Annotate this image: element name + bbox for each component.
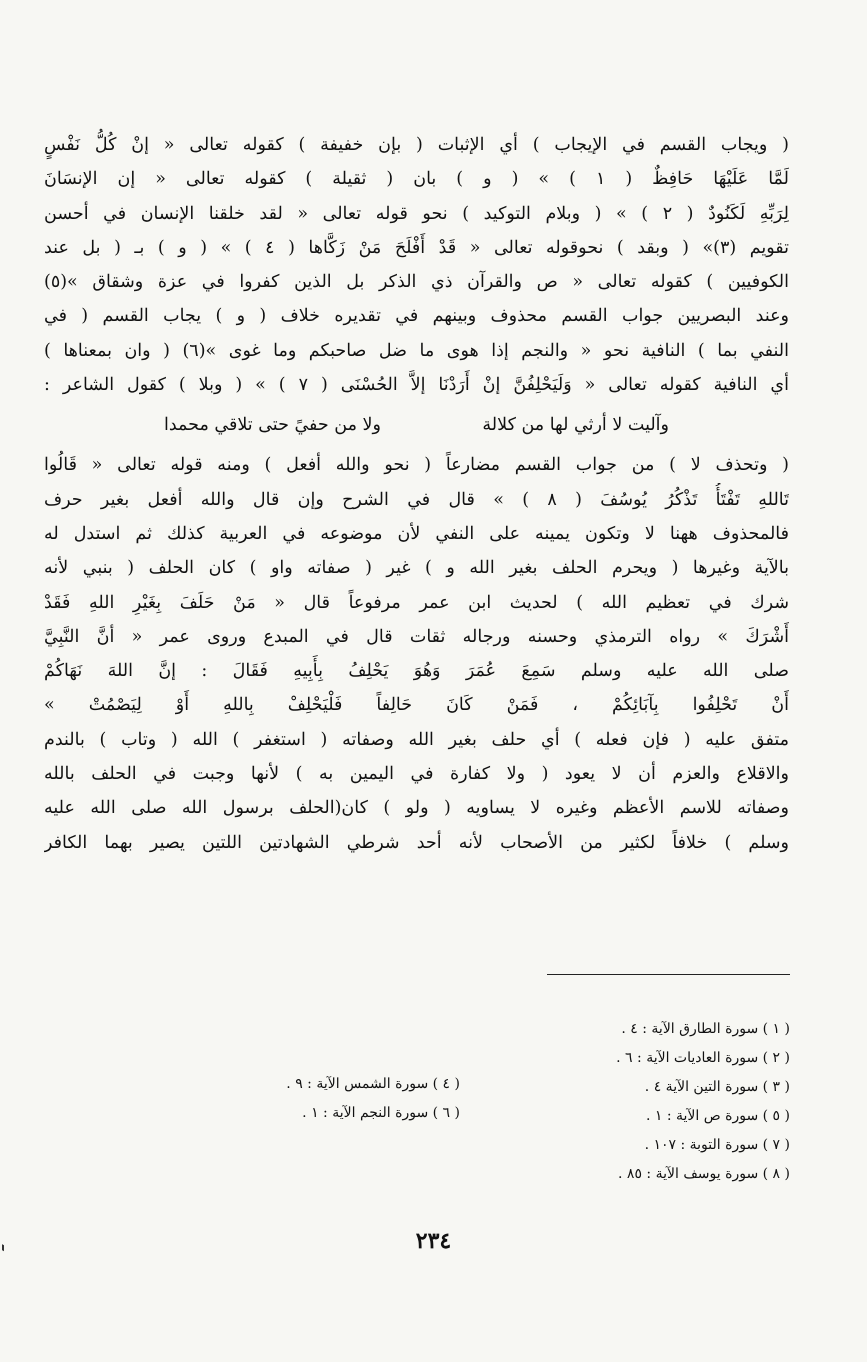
text-line: لِرَبِّهِ لَكَنُودٌ ( ٢ ) » ( وبلام التوكيد ) نحو قوله تعالى « لقد خلقنا الإنسان في أحسن [44,203,789,224]
text-line: أي النافية كقوله تعالى « وَلَيَحْلِفُنَّ إنْ أَرَدْنَا إلاَّ الحُسْنَى ( ٧ ) » ( وبلا ) كقول الشاعر : [44,375,789,396]
footnote: ( ٨ ) سورة يوسف الآية : ٨٥ . [618,1166,790,1182]
footnotes-column-left [190,1070,460,1128]
page-number: ٢٣٤ [415,1228,452,1254]
footnote-separator [547,974,790,975]
text-line: ( ويجاب القسم في الإيجاب ) أي الإثبات ( بإن خفيفة ) كقوله تعالى « إنْ كُلُّ نَفْسٍ [44,135,789,155]
footnote: ( ١ ) سورة الطارق الآية : ٤ . [621,1021,790,1037]
text-line: وعند البصريين جواب القسم محذوف وبينهم في تقديره خلاف ( و ) يجاب القسم ( في [44,306,789,327]
footnote: ( ٢ ) سورة العاديات الآية : ٦ . [616,1050,790,1066]
text-line: الكوفيين ) كقوله تعالى « ص والقرآن ذي الذكر بل الذين كفروا في عزة وشقاق »(٥) [44,272,789,293]
text-line: النفي بما ) النافية نحو « والنجم إذا هوى ما ضل صاحبكم وما غوى »(٦) ( وان بمعناها ) [44,340,789,361]
text-line: ( وتحذف لا ) من جواب القسم مضارعاً ( نحو والله أفعل ) ومنه قوله تعالى « قَالُوا [44,455,789,476]
footnote: ( ٧ ) سورة التوبة : ١٠٧ . [644,1137,790,1153]
text-line: متفق عليه ( فإن فعله ) أي حلف بغير الله وصفاته ( استغفر ) الله ( وتاب ) بالندم [44,729,789,750]
footnote: ( ٥ ) سورة ص الآية : ١ . [645,1108,790,1124]
text-line: فالمحذوف ههنا لا وتكون يمينه على النفي لأن موضوعه في العربية كذلك ثم استدل له [44,523,789,544]
text-line: وصفاته للاسم الأعظم وغيره لا يساويه ( ولو ) كان(الحلف برسول الله صلى الله عليه [44,798,789,819]
text-line: أَنْ تَحْلِفُوا بِآبَائِكُمْ ، فَمَنْ كَانَ حَالِفاً فَلْيَحْلِفْ بِاللهِ أَوْ لِيَصْمُتْ » [44,695,789,716]
text-line: وسلم ) خلافاً لكثير من الأصحاب لأنه أحد شرطي الشهادتين اللتين يصير بهما الكافر [44,832,789,853]
text-line: والاقلاع والعزم أن لا يعود ( ولا كفارة في اليمين به ) لأنها وجبت في الحلف بالله [44,764,789,785]
text-line: شرك في تعظيم الله ) لحديث ابن عمر مرفوعاً قال « مَنْ حَلَفَ بِغَيْرِ اللهِ فَقَدْ [44,592,789,613]
footnote: ( ٤ ) سورة الشمس الآية : ٩ . [286,1076,460,1092]
text-line: بالآية وغيرها ( ويحرم الحلف بغير الله و ) غير ( صفاته واو ) كان الحلف ( بنبي لأنه [44,558,789,579]
footnote: ( ٦ ) سورة النجم الآية : ١ . [302,1105,460,1121]
text-line: تقويم (٣)» ( وبقد ) نحوقوله تعالى « قَدْ أَفْلَحَ مَنْ زَكَّاها ( ٤ ) » ( و ) بـ ( بل عند [44,237,789,258]
footnote: ( ٣ ) سورة التين الآية ٤ . [644,1079,790,1095]
text-line: أَشْرَكَ » رواه الترمذي وحسنه ورجاله ثقات قال في المبدع وروى عمر « أنَّ النَّبِيَّ [44,626,789,647]
footnotes-column-right [490,1015,790,1189]
poetry-verse [44,402,789,448]
verse-hemistich-first: وآليت لا أرثي لها من كلالة [482,415,669,436]
verse-hemistich-second: ولا من حفيً حتى تلاقي محمدا [164,415,381,436]
footnotes [190,1015,790,1215]
text-line: صلى الله عليه وسلم سَمِعَ عُمَرَ وَهُوَ يَحْلِفُ بِأَبِيهِ فَقَالَ : إنَّ اللهَ نَهَاكُمْ [44,661,789,682]
main-text-block [44,128,789,860]
text-line: لَمَّا عَلَيْهَا حَافِظٌ ( ١ ) » ( و ) بان ( ثقيلة ) كقوله تعالى « إن الإنسَانَ [44,169,789,190]
text-line: تَاللهِ تَفْتَأُ تَذْكُرُ يُوسُفَ ( ٨ ) » قال في الشرح وإن قال والله أفعل بغير حرف [44,489,789,510]
